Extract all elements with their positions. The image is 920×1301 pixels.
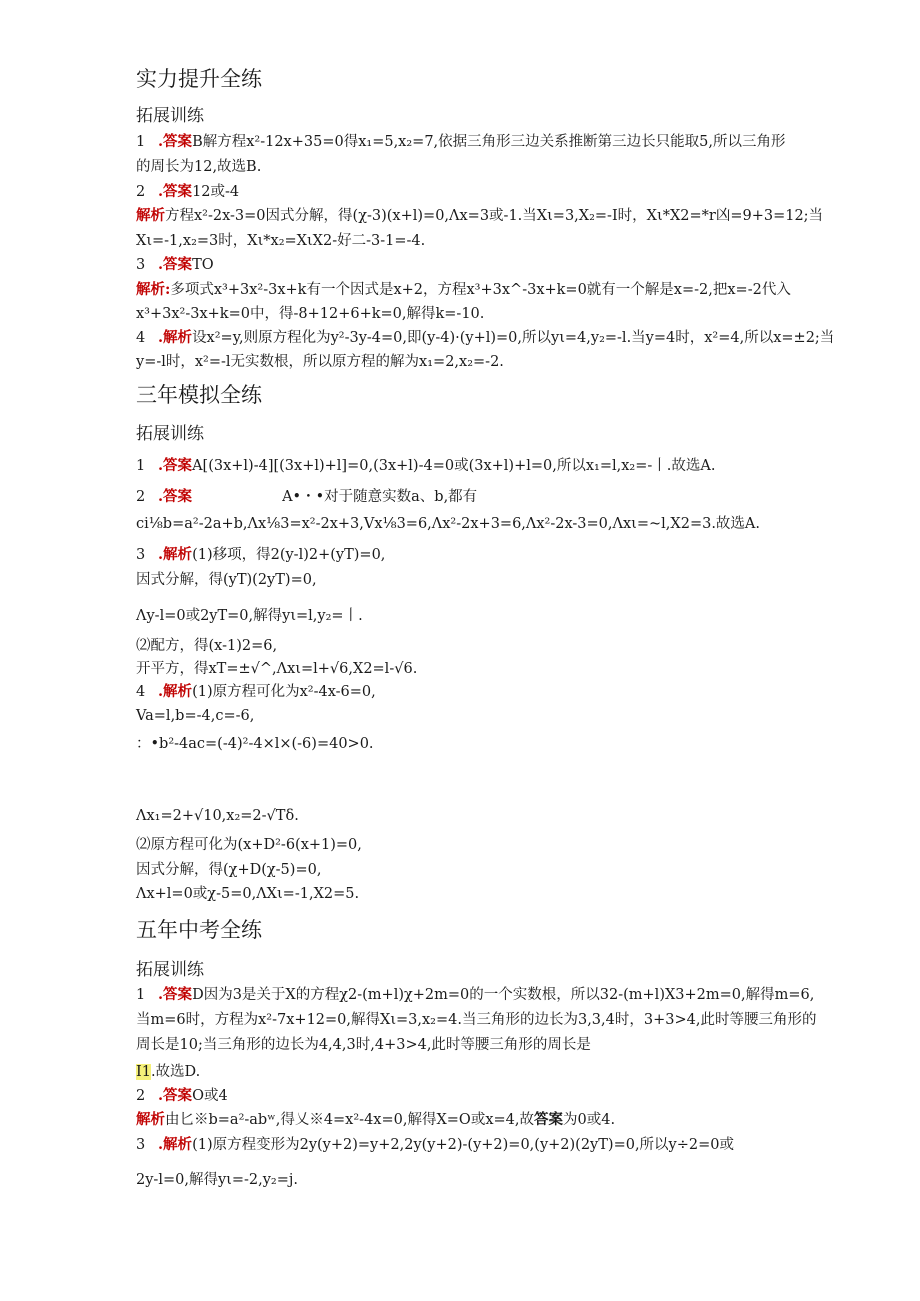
question-number: 2 (136, 489, 146, 505)
question-number: 4 (136, 330, 146, 346)
p1-q2-line2: Xι=-1,x₂=3时，Xι*x₂=XιX2-好二-3-1=-4. (136, 233, 426, 249)
analysis-label: .解析 (158, 683, 193, 700)
question-number: 1 (136, 458, 146, 474)
p1-q2-head (136, 182, 239, 202)
analysis-label: 解析: (136, 281, 171, 298)
question-number: 2 (136, 184, 146, 200)
section-subtitle: 拓展训练 (136, 424, 204, 444)
p1-q1-line1 (136, 132, 786, 152)
answer-label: .答案 (158, 488, 193, 505)
p2-q3-line2: 因式分解，得(yT)(2yT)=0, (136, 572, 317, 588)
p3-q1-line3: 周长是10;当三角形的边长为4,4,3时,4+3>4,此时等腰三角形的周长是 (136, 1037, 591, 1053)
p3-q1-line4 (136, 1062, 200, 1082)
section-subtitle: 拓展训练 (136, 106, 204, 126)
analysis-text: (1)原方程可化为x²-4x-6=0, (192, 684, 376, 700)
question-number: 3 (136, 257, 146, 273)
p2-q4-line4: Λx₁=2+√10,x₂=2-√Tδ. (136, 808, 299, 824)
answer-label: .答案 (158, 133, 193, 150)
answer-text: B解方程x²-12x+35=0得x₁=5,x₂=7,依据三角形三边关系推断第三边长只能取5,所以三角形 (192, 134, 786, 150)
answer-label: .答案 (158, 457, 193, 474)
p2-q4-line2: Va=l,b=-4,c=-6, (136, 708, 255, 724)
answer-bold: 答案 (534, 1111, 563, 1128)
analysis-text: 为0或4. (563, 1112, 616, 1128)
section-subtitle: 拓展训练 (136, 960, 204, 980)
p3-q2-head (136, 1086, 228, 1106)
p1-q3-line1 (136, 280, 791, 300)
p3-q2-line1 (136, 1110, 615, 1130)
p2-q4-line6: 因式分解，得(χ+D(χ-5)=0, (136, 862, 322, 878)
p2-q2-line2: ci⅛b=a²-2a+b,Λx⅛3=x²-2x+3,Vx⅛3=6,Λx²-2x+3=6,Λx²-2x-3=0,Λxι=~l,X2=3.故选A. (136, 516, 761, 532)
answer-text: TO (192, 257, 214, 273)
question-number: 3 (136, 547, 146, 563)
answer-text: .故选D. (150, 1064, 201, 1080)
section-title-mock: 三年模拟全练 (136, 383, 262, 407)
p3-q3-line1 (136, 1135, 734, 1155)
p2-q4-line3: ：•b²-4ac=(-4)²-4×l×(-6)=40>0. (136, 736, 374, 752)
analysis-text: 方程x²-2x-3=0因式分解，得(χ-3)(x+l)=0,Λx=3或-1.当Xι=3,X₂=-I时，Xι*X2=*r凶=9+3=12;当 (165, 208, 824, 224)
highlighted-text: I1 (136, 1064, 151, 1080)
p1-q3-head (136, 255, 214, 275)
answer-text: A[(3x+l)-4][(3x+l)+l]=0,(3x+l)-4=0或(3x+l)+l=0,所以x₁=l,x₂=-丨.故选A. (192, 458, 716, 474)
section-title-exam: 五年中考全练 (136, 918, 262, 942)
p1-q4-line2: y=-l时，x²=-l无实数根，所以原方程的解为x₁=2,x₂=-2. (136, 354, 504, 370)
answer-label: .答案 (158, 986, 193, 1003)
p1-q3-line2: x³+3x²-3x+k=0中，得-8+12+6+k=0,解得k=-10. (136, 306, 485, 322)
p2-q3-line5: 开平方，得xT=±√^,Λxι=l+√6,X2=l-√6. (136, 661, 418, 677)
answer-text: A•・•对于随意实数a、b,都有 (282, 489, 478, 505)
answer-label: .答案 (158, 256, 193, 273)
p2-q1-line1 (136, 456, 715, 476)
p2-q2-line1 (136, 487, 477, 507)
answer-text: 12或-4 (192, 184, 240, 200)
analysis-label: 解析 (136, 1111, 165, 1128)
answer-label: .答案 (158, 1087, 193, 1104)
analysis-label: .解析 (158, 1136, 193, 1153)
question-number: 4 (136, 684, 146, 700)
analysis-label: .解析 (158, 329, 193, 346)
p2-q4-line7: Λx+l=0或χ-5=0,ΛXι=-1,X2=5. (136, 886, 360, 902)
analysis-text: 多项式x³+3x²-3x+k有一个因式是x+2，方程x³+3x^-3x+k=0就有一个解是x=-2,把x=-2代入 (170, 282, 791, 298)
p2-q3-line4: ⑵配方，得(x-1)2=6, (136, 638, 278, 654)
p2-q3-line1 (136, 545, 385, 565)
analysis-text: 设x²=y,则原方程化为y²-3y-4=0,即(y-4)·(y+l)=0,所以yι=4,y₂=-l.当y=4时，x²=4,所以x=±2;当 (192, 330, 835, 346)
question-number: 3 (136, 1137, 146, 1153)
analysis-text: (1)原方程变形为2y(y+2)=y+2,2y(y+2)-(y+2)=0,(y+2)(2yT)=0,所以y÷2=0或 (192, 1137, 734, 1153)
question-number: 2 (136, 1088, 146, 1104)
p1-q4-line1 (136, 328, 834, 348)
question-number: 1 (136, 987, 146, 1003)
answer-label: .答案 (158, 183, 193, 200)
analysis-label: 解析 (136, 207, 165, 224)
p2-q4-line5: ⑵原方程可化为(x+D²-6(x+1)=0, (136, 837, 362, 853)
p3-q1-line2: 当m=6时，方程为x²-7x+12=0,解得Xι=3,x₂=4.当三角形的边长为3,3,4时，3+3>4,此时等腰三角形的 (136, 1012, 817, 1028)
analysis-text: (1)移项，得2(y-l)2+(yT)=0, (192, 547, 386, 563)
p2-q3-line3: Λy-l=0或2yT=0,解得yι=l,y₂=丨. (136, 608, 363, 624)
p1-q2-line1 (136, 206, 823, 226)
analysis-text: 由匕※b=a²-abʷ,得乂※4=x²-4x=0,解得X=O或x=4,故 (165, 1112, 534, 1128)
section-title-practice: 实力提升全练 (136, 67, 262, 91)
p2-q4-line1 (136, 682, 376, 702)
p1-q1-line2: 的周长为12,故选B. (136, 159, 262, 175)
p3-q3-line2: 2y-l=0,解得yι=-2,y₂=j. (136, 1172, 298, 1188)
question-number: 1 (136, 134, 146, 150)
analysis-label: .解析 (158, 546, 193, 563)
answer-text: O或4 (192, 1088, 228, 1104)
answer-text: D因为3是关于X的方程χ2-(m+l)χ+2m=0的一个实数根，所以32-(m+l)X3+2m=0,解得m=6, (192, 987, 815, 1003)
p3-q1-line1 (136, 985, 814, 1005)
